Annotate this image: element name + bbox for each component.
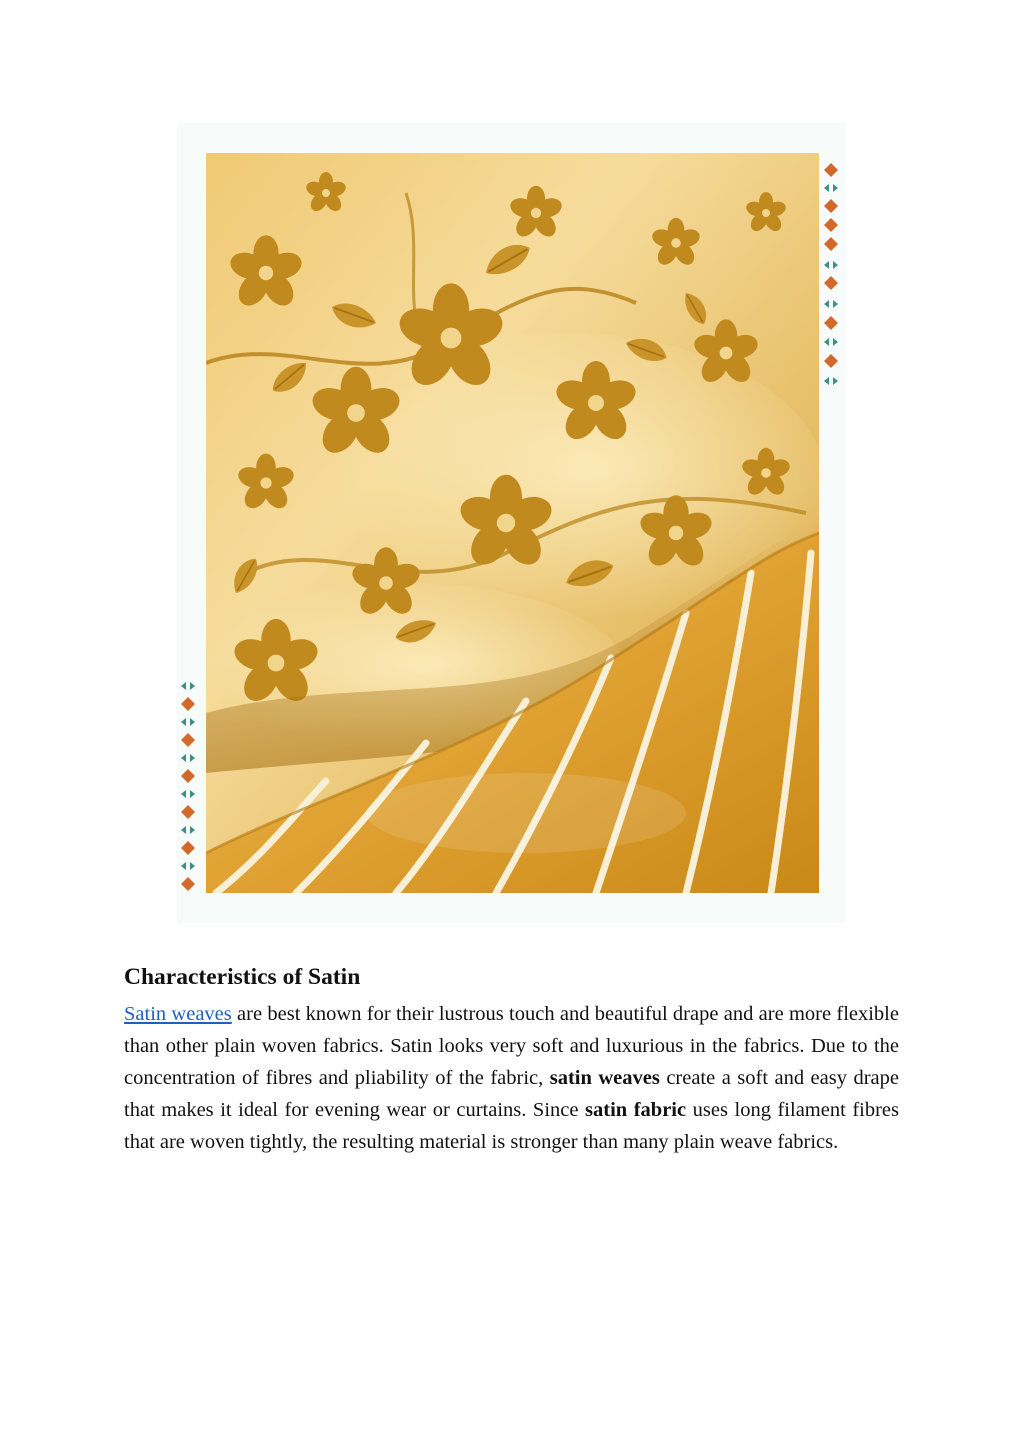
- satin-weaves-link[interactable]: Satin weaves: [124, 1003, 232, 1025]
- bold-satin-fabric: satin fabric: [585, 1099, 687, 1121]
- section-paragraph: [124, 998, 899, 1158]
- diamond-arrow-icon: [822, 161, 840, 391]
- paragraph-text-2: create a soft and easy drape that makes it ideal for evening wear or curtains. Since: [124, 1067, 899, 1121]
- satin-fabric-photo: [206, 153, 819, 893]
- bold-satin-weaves: satin weaves: [549, 1067, 660, 1089]
- section-heading: Characteristics of Satin: [124, 964, 361, 990]
- paragraph-text-1: are best known for their lustrous touch and beautiful drape and are more flexible than other plain woven fabrics. Satin looks very soft and luxurious in the fabrics. Due to the concentration of fibres and pliability of the fabric,: [124, 1003, 899, 1089]
- paragraph-text-3: uses long filament fibres that are woven tightly, the resulting material is stronger than many plain weave fabrics.: [124, 1099, 900, 1153]
- diamond-arrow-icon: [179, 679, 197, 894]
- fabric-figure: [177, 123, 846, 923]
